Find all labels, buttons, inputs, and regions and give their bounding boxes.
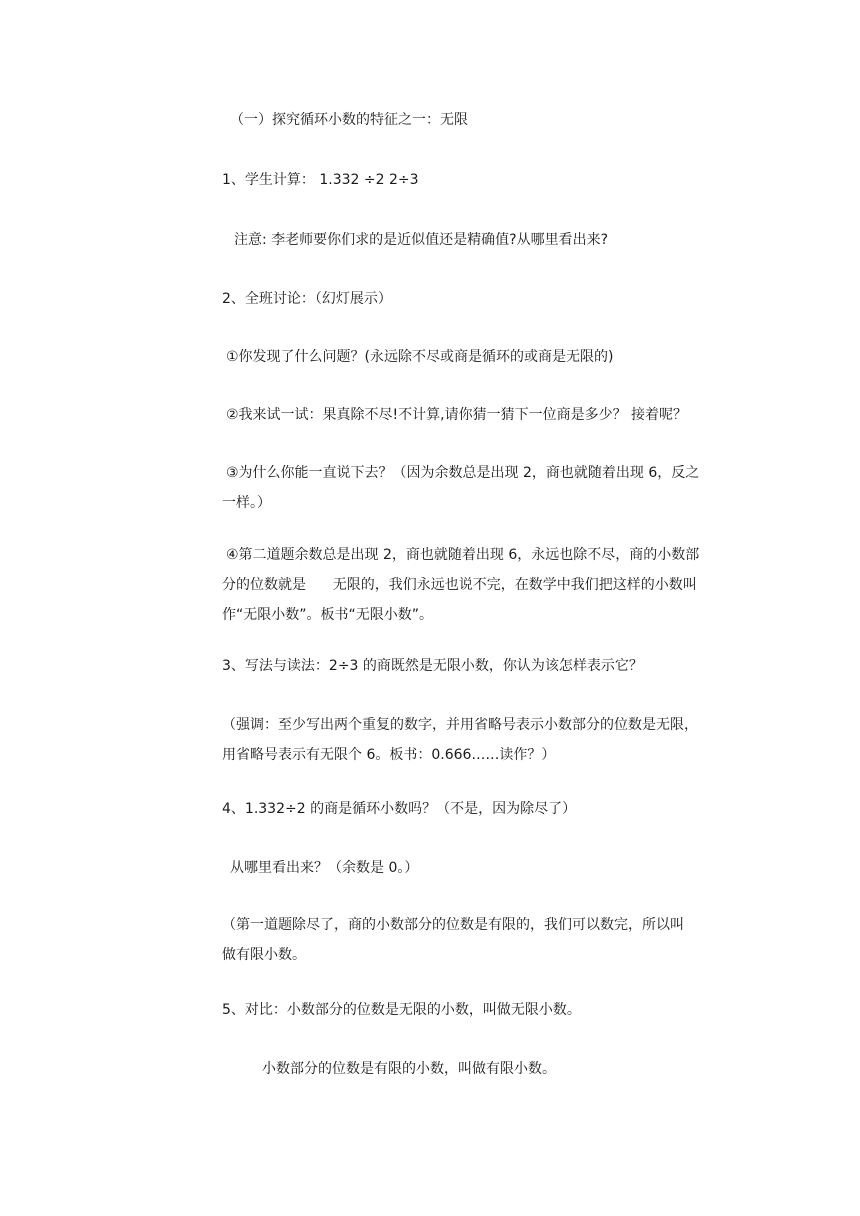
item-3-notation: 3、写法与读法：2÷3 的商既然是无限小数，你认为该怎样表示它？	[222, 658, 643, 674]
emphasis-line-2: 用省略号表示有无限个 6。板书：0.666……读作？）	[222, 747, 556, 763]
item-1-calculation: 1、学生计算： 1.332 ÷2 2÷3	[222, 172, 419, 188]
question-3-line-2: 一样。）	[222, 495, 271, 511]
first-question-line-2: 做有限小数。	[222, 947, 306, 963]
question-3	[222, 458, 734, 518]
item-5-line-2: 小数部分的位数是有限的小数，叫做有限小数。	[262, 1061, 556, 1077]
question-2: ②我来试一试：果真除不尽!不计算,请你猜一猜下一位商是多少？ 接着呢？	[226, 407, 688, 423]
item-2-discussion: 2、全班讨论：（幻灯展示）	[222, 291, 392, 307]
item-4-question: 4、1.332÷2 的商是循环小数吗？（不是，因为除尽了）	[222, 801, 577, 817]
emphasis-line-1: （强调：至少写出两个重复的数字，并用省略号表示小数部分的位数是无限，	[222, 717, 698, 733]
item-5-comparison: 5、对比：小数部分的位数是无限的小数，叫做无限小数。	[222, 1002, 581, 1018]
teacher-note: 注意: 李老师要你们求的是近似值还是精确值?从哪里看出来?	[234, 232, 609, 248]
first-question-paragraph	[222, 910, 734, 970]
question-4-line-1: ④第二道题余数总是出现 2，商也就随着出现 6，永远也除不尽，商的小数部	[226, 547, 700, 563]
question-3-line-1: ③为什么你能一直说下去？（因为余数总是出现 2，商也就随着出现 6，反之	[226, 465, 700, 481]
item-4-followup: 从哪里看出来？（余数是 0。）	[230, 860, 419, 876]
question-1: ①你发现了什么问题？(永远除不尽或商是循环的或商是无限的)	[226, 349, 614, 365]
emphasis-paragraph	[222, 710, 734, 770]
question-4-line-3: 作“无限小数”。板书“无限小数”。	[222, 607, 434, 623]
first-question-line-1: （第一道题除尽了，商的小数部分的位数是有限的，我们可以数完，所以叫	[222, 917, 684, 933]
question-4	[222, 540, 734, 630]
question-4-line-2: 分的位数就是 无限的，我们永远也说不完，在数学中我们把这样的小数叫	[222, 577, 697, 593]
section-heading: （一）探究循环小数的特征之一：无限	[230, 112, 468, 128]
